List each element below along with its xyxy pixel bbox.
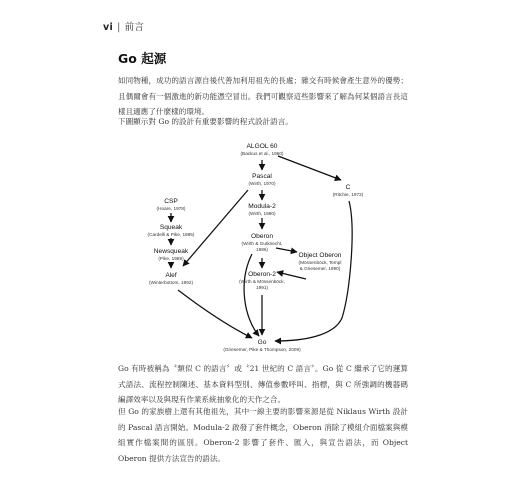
edge-pascal-alef bbox=[183, 190, 248, 266]
section-name: 前言 bbox=[124, 22, 145, 33]
node-name: Alef bbox=[165, 272, 177, 279]
node-name: CSP bbox=[164, 198, 178, 205]
node-citation: (Pike, 1989) bbox=[158, 256, 184, 261]
node-citation: (Wirth & Gutknecht, bbox=[241, 241, 283, 246]
node-pascal bbox=[248, 173, 276, 186]
node-citation: (Winterbottom, 1992) bbox=[148, 280, 194, 285]
node-name: Oberon-2 bbox=[248, 271, 276, 278]
edge-oberon-go bbox=[244, 254, 259, 336]
header-separator: | bbox=[117, 22, 121, 33]
node-name: C bbox=[345, 184, 351, 191]
node-citation: (Ritchie, 1972) bbox=[332, 192, 364, 197]
node-modula2 bbox=[248, 203, 276, 216]
node-citation: (Wirth, 1970) bbox=[248, 181, 276, 186]
node-citation: 1991) bbox=[256, 285, 268, 290]
node-c bbox=[333, 184, 364, 197]
node-name: Modula-2 bbox=[248, 203, 276, 210]
figure-intro-paragraph: 下圖顯示對 Go 的設計有重要影響的程式設計語言。 bbox=[118, 117, 293, 126]
edge-c-go bbox=[275, 201, 352, 341]
node-name: Newsqueak bbox=[153, 248, 189, 255]
node-name: ALGOL 60 bbox=[246, 143, 278, 150]
node-citation: (Mössenböck, Templ bbox=[298, 260, 342, 265]
wirth-lineage-paragraph: 但 Go 的家族樹上還有其他祖先，其中一線主要的影響來源是從 Niklaus Wirth 設計的 Pascal 語言開始。Modula-2 啟發了套件概念，Oberon 消除了模組介面檔案與模組實作檔案間的區別。Oberon-2 影響了套件、匯入，與宣告語法，而 Object Oberon 提供方法宣告的語法。 bbox=[118, 407, 408, 463]
node-name: Go bbox=[257, 339, 267, 346]
node-citation: & Griesemer, 1990) bbox=[299, 266, 341, 271]
node-newsqueak bbox=[154, 248, 189, 261]
node-csp bbox=[157, 198, 186, 211]
section-title: Go 起源 bbox=[118, 51, 167, 66]
node-name: Oberon bbox=[251, 233, 273, 240]
node-citation: (Hoare, 1978) bbox=[156, 206, 186, 211]
node-oberon bbox=[242, 233, 283, 252]
node-citation: (Wirth & Mössenböck, bbox=[239, 279, 285, 284]
node-squeak bbox=[148, 224, 195, 237]
edge-alef-go bbox=[178, 290, 252, 338]
page-number: vi bbox=[103, 22, 114, 33]
node-citation: (Backus et al., 1960) bbox=[240, 151, 284, 156]
node-citation: (Griesemer, Pike & Thompson, 2009) bbox=[223, 347, 301, 352]
node-name: Pascal bbox=[252, 173, 272, 180]
edge-algol60-c bbox=[278, 156, 341, 180]
c-influence-paragraph: Go 有時被稱為〝類似 C 的語言〞或〝21 世紀的 C 語言〞。Go 從 C 繼承了它的運算式語法、流程控制陳述、基本資料型別、傳值參數呼叫、指標，與 C 所強調的機器碼編譯效率以及與現有作業系統抽象化的天作之合。 bbox=[118, 364, 408, 404]
intro-paragraph: 如同物種，成功的語言源自後代善加利用祖先的長處；雜交有時候會產生意外的優勢；且偶爾會有一個激進的新功能憑空冒出。我們可觀察這些影響來了解為何某個語言長這樣且適應了什麼樣的環境。 bbox=[118, 76, 408, 116]
edge-oberon-objectoberon bbox=[276, 248, 297, 252]
edge-objectoberon-oberon2 bbox=[277, 272, 306, 279]
node-citation: (Cardelli & Pike, 1985) bbox=[147, 232, 195, 237]
node-citation: 1986) bbox=[256, 247, 268, 252]
node-algol60 bbox=[241, 143, 284, 156]
node-alef bbox=[149, 272, 193, 285]
node-objectoberon bbox=[299, 252, 342, 271]
node-name: Squeak bbox=[159, 224, 183, 231]
node-citation: (Wirth, 1980) bbox=[248, 211, 276, 216]
node-name: Object Oberon bbox=[298, 252, 342, 259]
